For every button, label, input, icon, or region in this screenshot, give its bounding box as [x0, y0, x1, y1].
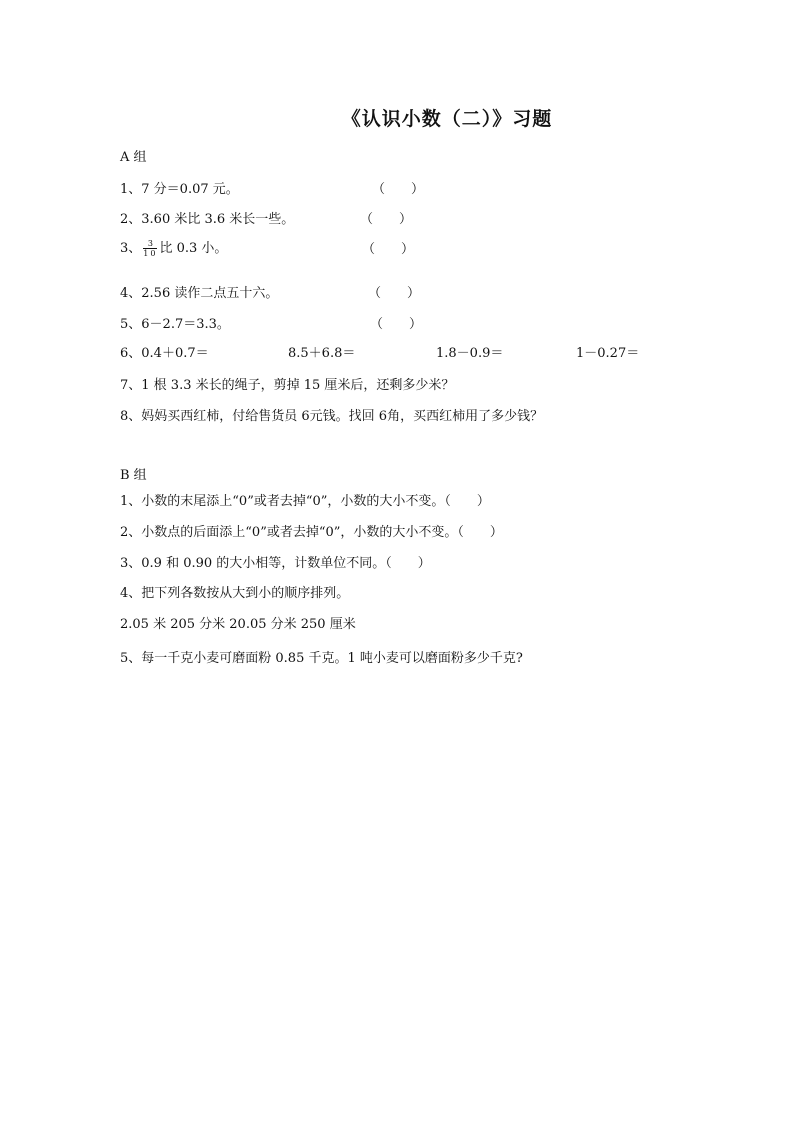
answer-blank-a5[interactable]: （ ） — [370, 317, 423, 332]
question-a5: 5、6－2.7＝3.3。 — [120, 317, 230, 332]
question-b4: 4、把下列各数按从大到小的顺序排列。 — [120, 586, 350, 601]
question-a3-prefix: 3、 — [120, 241, 142, 256]
question-a3 — [120, 237, 227, 258]
question-a8: 8、妈妈买西红柿，付给售货员 6元钱。找回 6角，买西红柿用了多少钱？ — [120, 409, 544, 424]
question-a3-suffix: 比 0.3 小。 — [159, 241, 228, 256]
answer-blank-a2[interactable]: （ ） — [360, 212, 413, 227]
answer-blank-a4[interactable]: （ ） — [368, 286, 421, 301]
fraction-denominator: 10 — [143, 249, 158, 258]
question-b5: 5、每一千克小麦可磨面粉 0.85 千克。1 吨小麦可以磨面粉多少千克? — [120, 651, 523, 666]
question-a7: 7、1 根 3.3 米长的绳子，剪掉 15 厘米后，还剩多少米？ — [120, 378, 455, 393]
group-a-heading: A 组 — [120, 150, 147, 165]
calc-item-4: 1－0.27＝ — [576, 346, 640, 361]
question-b4-list: 2.05 米 205 分米 20.05 分米 250 厘米 — [120, 617, 356, 632]
question-b2: 2、小数点的后面添上“0”或者去掉“0”，小数的大小不变。（ ） — [120, 525, 503, 540]
question-a4: 4、2.56 读作二点五十六。 — [120, 286, 279, 301]
calc-item-3: 1.8－0.9＝ — [436, 346, 504, 361]
calc-item-2: 8.5＋6.8＝ — [288, 346, 356, 361]
question-a1: 1、7 分＝0.07 元。 — [120, 182, 239, 197]
question-a2: 2、3.60 米比 3.6 米长一些。 — [120, 212, 295, 227]
fraction-numerator: 3 — [143, 239, 157, 249]
question-b3: 3、0.9 和 0.90 的大小相等，计数单位不同。（ ） — [120, 556, 431, 571]
answer-blank-a1[interactable]: （ ） — [372, 182, 425, 197]
question-b1: 1、小数的末尾添上“0”或者去掉“0”，小数的大小不变。（ ） — [120, 494, 490, 509]
answer-blank-a3[interactable]: （ ） — [362, 242, 415, 257]
calc-item-1: 6、0.4＋0.7＝ — [120, 346, 209, 361]
page-title: 《认识小数（二）》习题 — [341, 108, 553, 130]
fraction — [143, 239, 157, 258]
group-b-heading: B 组 — [120, 468, 147, 483]
